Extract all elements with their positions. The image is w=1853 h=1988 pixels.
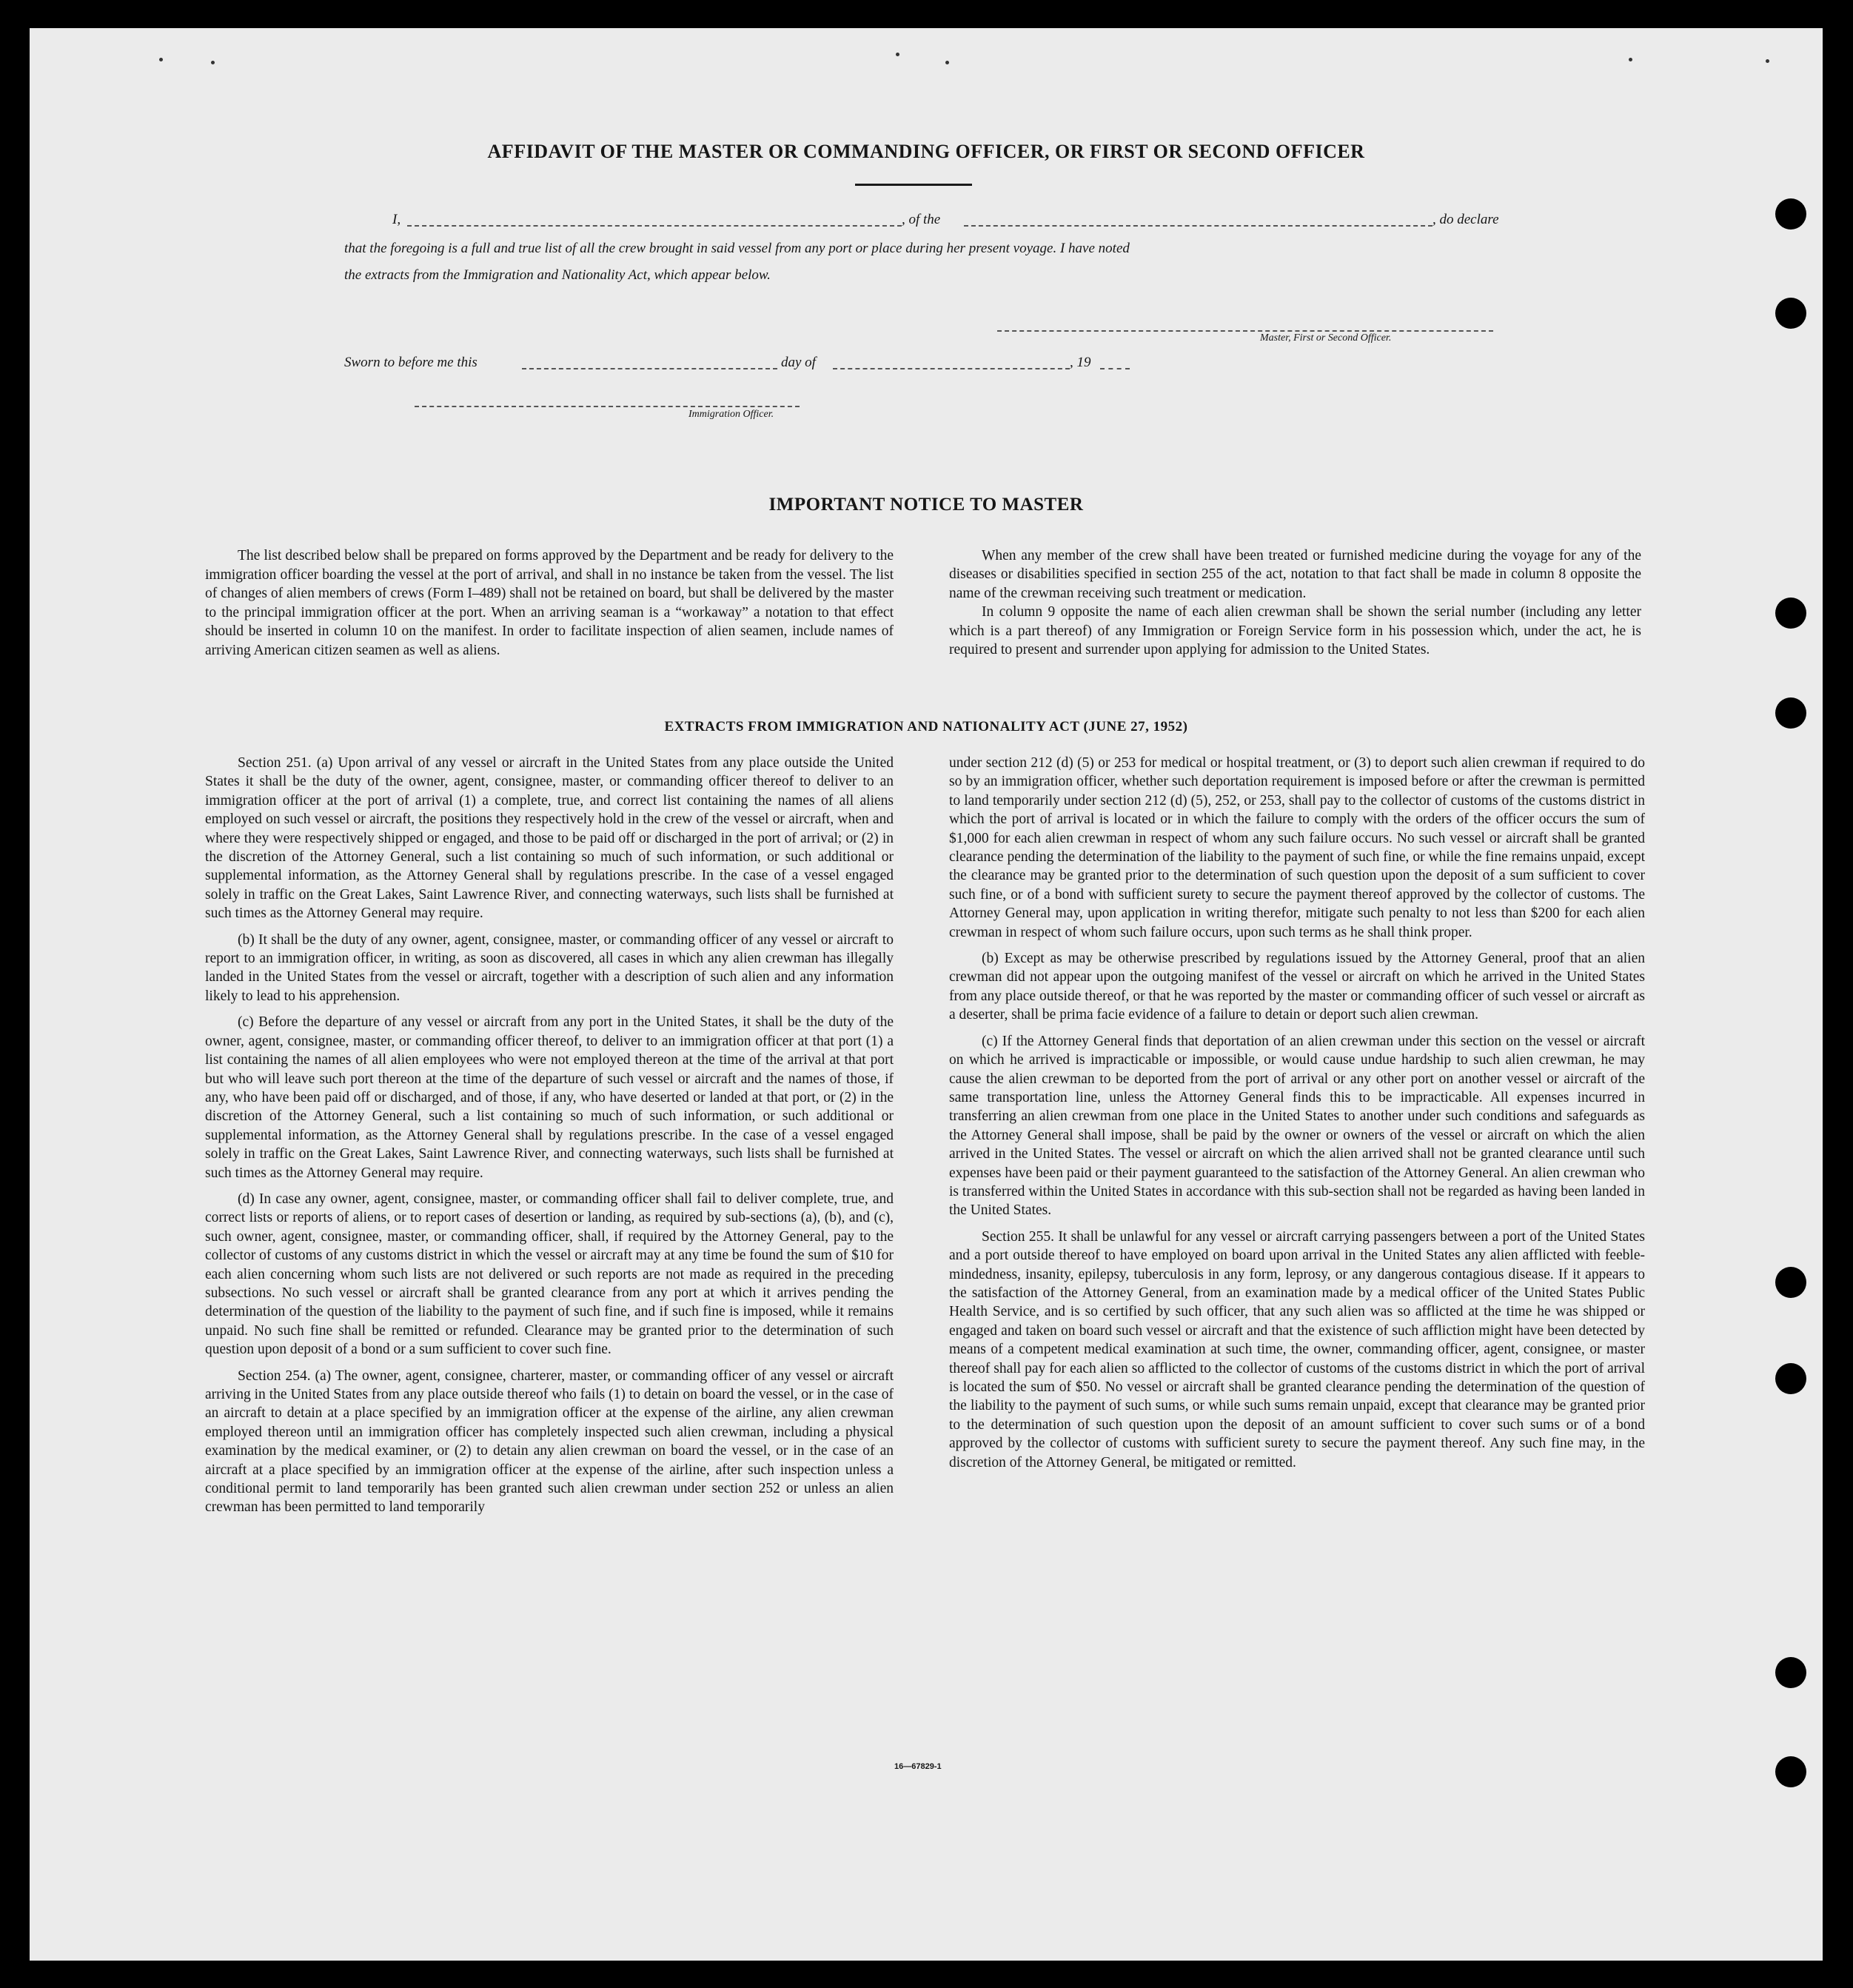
speck [1629,58,1632,61]
speck [159,58,163,61]
notice-title: IMPORTANT NOTICE TO MASTER [768,495,1084,515]
binder-hole [1775,1756,1806,1787]
speck [896,53,899,56]
section-251-a: Section 251. (a) Upon arrival of any vessel or aircraft in the United States from any place outside the United States it shall be the duty of the owner, agent, consignee, master, or commanding officer thereof to deliver to an immigration officer at the port of arrival (1) a complete, true, and correct list containing the names of all aliens employed on such vessel or aircraft, the positions they respectively hold in the crew of the vessel or aircraft, when and where they were respectively shipped or engaged, and those to be paid off or discharged in the port of arrival; or (2) in the discretion of the Attorney General, such a list containing so much of such information, or such additional or supplemental information, as the Attorney General shall by regulations prescribe. In the case of a vessel engaged solely in traffic on the Great Lakes, Saint Lawrence River, and connecting waterways, such lists shall be furnished at such times as the Attorney General may require. [205,755,894,922]
section-251-d: (d) In case any owner, agent, consignee, master, or commanding officer shall fail to deliver complete, true, and correct lists or reports of aliens, or to report cases of desertion or landing, as required by sub-sections (a), (b), and (c), such owner, agent, consignee, master, or commanding officer, shall, if required by the Attorney General, pay to the collector of customs of any customs district in which the vessel or aircraft may at any time be found the sum of $10 for each alien concerning whom such lists are not delivered or such reports are not made as required in the preceding subsections. No such vessel or aircraft shall be granted clearance from any port at which it arrives pending the determination of the question of the liability to the payment of such fine, and if such fine is imposed, while it remains unpaid. No such fine shall be remitted or refunded. Clearance may be granted prior to the determination of such question upon deposit of a bond or a sum sufficient to cover such fine. [205,1191,894,1358]
section-254-a: Section 254. (a) The owner, agent, consignee, charterer, master, or commanding officer of any vessel or aircraft arriving in the United States from any place outside thereof who fails (1) to detain on board the vessel, or in the case of an aircraft to detain at a place specified by an immigration officer at the expense of the airline, any alien crewman employed thereon until an immigration officer has completely inspected such alien crewman, including a physical examination by the medical examiner, or (2) to detain any alien crewman on board the vessel, or in the case of an aircraft at a place specified by an immigration officer at the expense of the airline, after such inspection unless a conditional permit to land temporarily has been granted such alien crewman under section 252 or unless an alien crewman has been permitted to land temporarily [205,1368,894,1516]
notice-right-paragraph-1: When any member of the crew shall have been treated or furnished medicine during the voyage for any of the diseases or disabilities specified in section 255 of the act, notation to that fact shall be made in column 8 opposite the name of the crewman receiving such treatment or medication. [949,548,1641,601]
section-254-c: (c) If the Attorney General finds that deportation of an alien crewman under this section on the vessel or aircraft on which he arrived is impracticable or impossible, or would cause undue hardship to such alien crewman, he may cause the alien crewman to be deported from the port of arrival or any other port on another vessel or aircraft of the same transportation line, unless the Attorney General finds this to be impracticable. All expenses incurred in transferring an alien crewman from one place in the United States to another under such conditions and safeguards as the Attorney General shall impose, shall be paid by the owner or owners of the vessel or aircraft on which the alien arrived in the United States. The vessel or aircraft on which the alien arrived shall not be granted clearance until such expenses have been paid or their payment guaranteed to the satisfaction of the Attorney General. An alien crewman who is transferred within the United States in accordance with this sub-section shall not be regarded as having been landed in the United States. [949,1033,1645,1219]
officer-signature-line[interactable] [415,406,800,407]
sworn-text: Sworn to before me this [344,355,478,370]
speck [1766,59,1769,63]
sworn-day-blank[interactable] [522,368,777,369]
master-label: Master, First or Second Officer. [1260,332,1392,344]
notice-right-column [949,546,1641,659]
affidavit-line3: the extracts from the Immigration and Nationality Act, which appear below. [344,267,771,283]
affidavit-title: AFFIDAVIT OF THE MASTER OR COMMANDING OFFICER, OR FIRST OR SECOND OFFICER [487,141,1365,162]
extracts-title: EXTRACTS FROM IMMIGRATION AND NATIONALITY ACT (JUNE 27, 1952) [664,719,1188,734]
section-251-c: (c) Before the departure of any vessel or aircraft from any port in the United States, it shall be the duty of the owner, agent, consignee, master, or commanding officer thereof, to deliver to an immigration officer at that port (1) a list containing the names of all alien employees who were not employed thereon at the time of the arrival at that port but who will leave such port thereon at the time of the departure of such vessel or aircraft and the names of those, if any, who have been paid off or discharged, and of those, if any, who have deserted or landed at that port, or (2) in the discretion of the Attorney General, such a list containing so much of such information, or such additional or supplemental information, as the Attorney General shall by regulations prescribe. In the case of a vessel engaged solely in traffic on the Great Lakes, Saint Lawrence River, and connecting waterways, such lists shall be furnished at such times as the Attorney General may require. [205,1014,894,1181]
affidavit-declare: , do declare [1433,212,1499,227]
affidavit-of-the: , of the [902,212,941,227]
day-of-text: day of [781,355,816,370]
form-number: 16—67829-1 [894,1762,942,1771]
notice-right-paragraph-2: In column 9 opposite the name of each alien crewman shall be shown the serial number (including any letter which is a part thereof) of any Immigration or Foreign Service form in his possession which, under the act, he is required to present and surrender upon applying for admission to the United States. [949,604,1641,658]
extracts-right-column [949,754,1645,1479]
binder-hole [1775,1657,1806,1688]
binder-hole [1775,1267,1806,1298]
section-251-b: (b) It shall be the duty of any owner, agent, consignee, master, or commanding officer of any vessel or aircraft to report to an immigration officer, in writing, as soon as discovered, all cases in which any alien crewman has illegally landed in the United States from the vessel or aircraft, together with a description of such alien and any information likely to lead to his apprehension. [205,931,894,1004]
year-text: , 19 [1070,355,1091,370]
title-rule [855,184,972,186]
binder-hole [1775,1363,1806,1394]
name-blank[interactable] [407,225,902,227]
binder-hole [1775,598,1806,629]
immigration-officer-label: Immigration Officer. [688,409,774,420]
affidavit-i: I, [392,212,401,227]
vessel-blank[interactable] [964,225,1433,227]
speck [211,61,215,64]
affidavit-line2: that the foregoing is a full and true list of all the crew brought in said vessel from any port or place during her present voyage. I have noted [344,241,1130,256]
section-255: Section 255. It shall be unlawful for any vessel or aircraft carrying passengers between a port of the United States and a port outside thereof to have employed on board upon arrival in the United States any alien afflicted with feeble-mindedness, insanity, epilepsy, tuberculosis in any form, leprosy, or any dangerous contagious disease. If it appears to the satisfaction of the Attorney General, from an examination made by a medical officer of the United States Public Health Service, and is so certified by such officer, that any such alien was so afflicted at the time he was shipped or engaged and taken on board such vessel or aircraft and that the existence of such affliction might have been detected by means of a competent medical examination at such time, the owner, commanding officer, agent, consignee, or master thereof shall pay for each alien so afflicted to the collector of customs of the customs district in which the port of arrival is located the sum of $50. No vessel or aircraft shall be granted clearance pending the determination of the question of the liability to the payment of such sums, or while such sums remain unpaid, except that clearance may be granted prior to the determination of such question upon the deposit of an amount sufficient to cover such sums or of a bond approved by the collector of customs with sufficient surety to secure the payment thereof. Any such fine may, in the discretion of the Attorney General, be mitigated or remitted. [949,1228,1645,1470]
section-254-b: (b) Except as may be otherwise prescribed by regulations issued by the Attorney General, proof that an alien crewman did not appear upon the outgoing manifest of the vessel or aircraft on which he arrived in the United States from any place outside thereof, or that he was reported by the master or commanding officer of such vessel or aircraft as a deserter, shall be prima facie evidence of a failure to detain or deport such alien crewman. [949,951,1645,1023]
month-blank[interactable] [833,368,1070,369]
binder-hole [1775,298,1806,329]
master-signature-line[interactable] [997,330,1493,332]
extracts-left-column [205,754,894,1525]
binder-hole [1775,198,1806,230]
notice-left-paragraph: The list described below shall be prepared on forms approved by the Department and be ready for delivery to the immigration officer boarding the vessel at the port of arrival, and shall in no instance be taken from the vessel. The list of changes of alien members of crews (Form I–489) shall not be retained on board, but shall be delivered by the master to the principal immigration officer at the port. When an arriving seaman is a “workaway” a notation to that effect should be inserted in column 10 on the manifest. In order to facilitate inspection of alien seamen, include names of arriving American citizen seamen as well as aliens. [205,548,894,658]
year-blank[interactable] [1100,368,1130,369]
speck [945,61,949,64]
document-page [30,28,1823,1961]
section-254-a-continued: under section 212 (d) (5) or 253 for medical or hospital treatment, or (3) to deport such alien crewman if required to do so by an immigration officer, whether such deportation requirement is imposed before or after the crewman is permitted to land temporarily under section 212 (d) (5), 252, or 253, shall pay to the collector of customs of the customs district in which the port of arrival is located or in which the failure to comply with the orders of the officer occurs the sum of $1,000 for each alien crewman in respect of whom any such failure occurs. No such vessel or aircraft shall be granted clearance pending the determination of the liability to the payment of such fine, or while the fine remains unpaid, except the clearance may be granted prior to the determination of such question upon the deposit of a sum sufficient to cover such fine, or of a bond with sufficient surety to secure the payment thereof approved by the collector of customs. The Attorney General may, upon application in writing therefor, mitigate such penalty to not less than $200 for each alien crewman in respect of whom such failure occurs, upon such terms as he shall think proper. [949,755,1645,940]
